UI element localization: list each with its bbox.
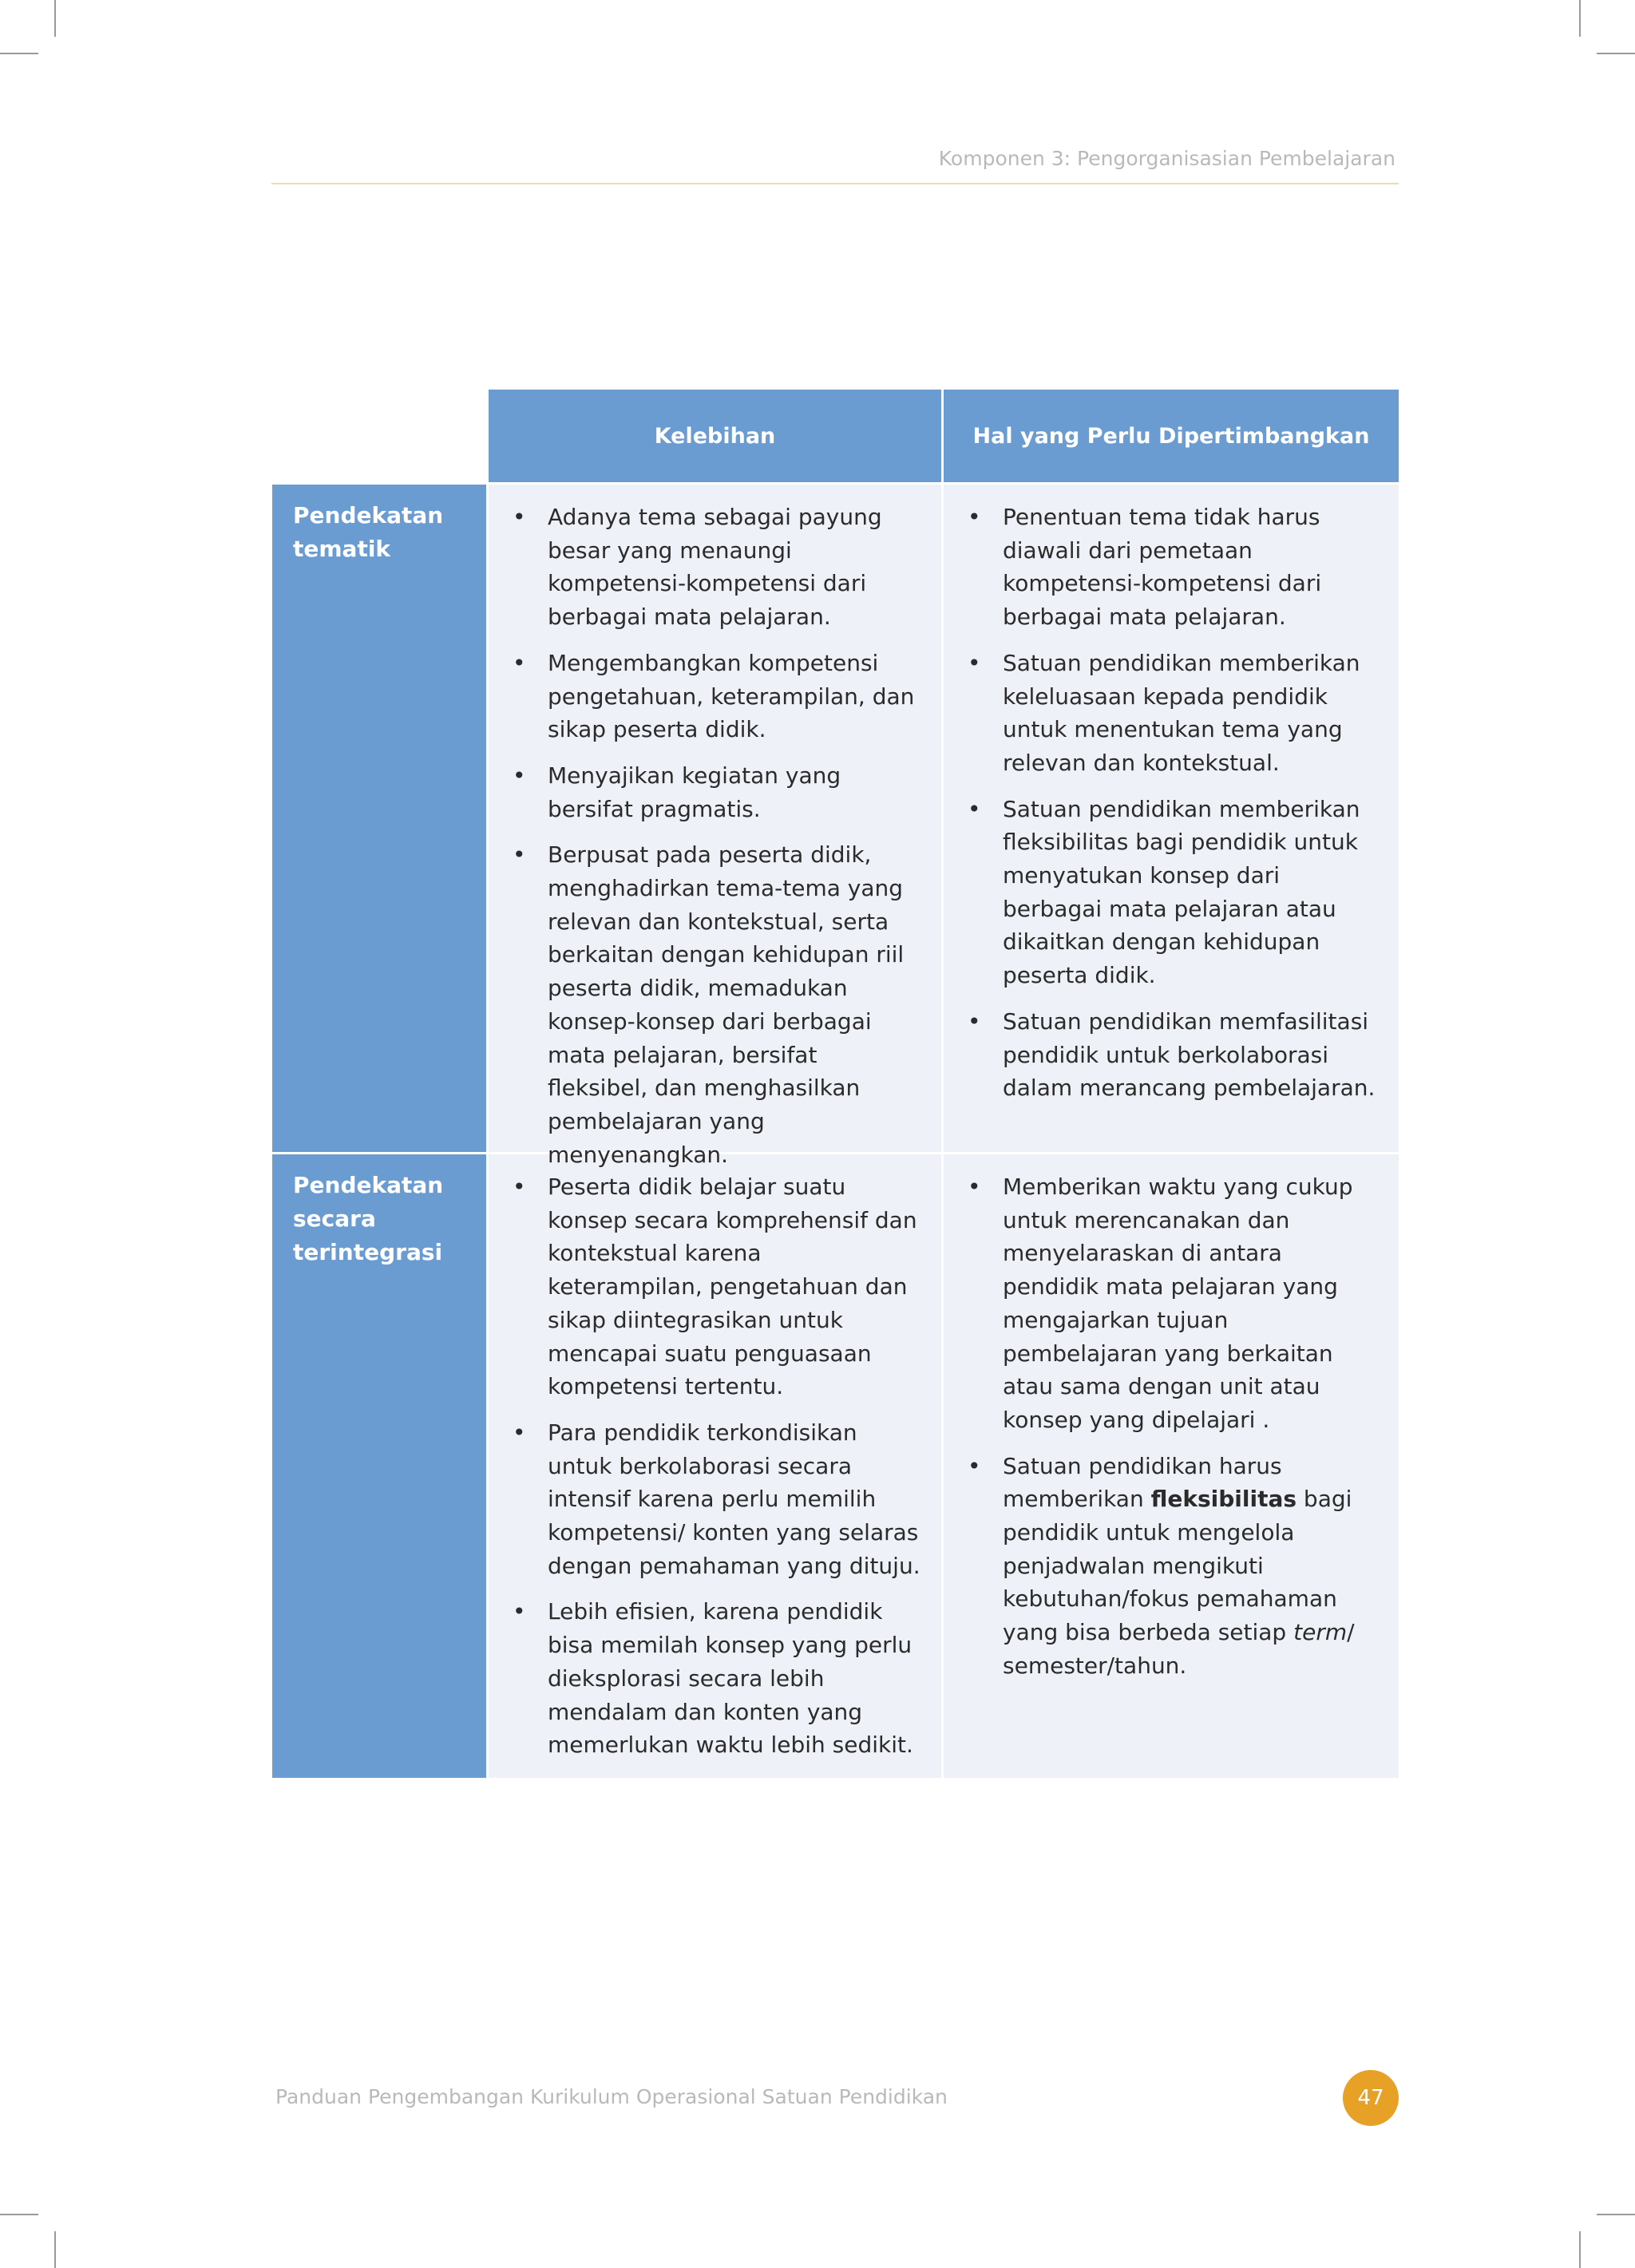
header-rule <box>271 183 1399 184</box>
row-label-line: Pendekatan <box>293 1172 444 1198</box>
row-label-line: terintegrasi <box>293 1239 443 1265</box>
crop-mark <box>0 2214 38 2215</box>
list-item: • Menyajikan kegiatan yang bersifat pragmatis. <box>513 759 922 825</box>
cell-tematik-kelebihan <box>489 485 941 1168</box>
list-item: • Satuan pendidikan memberikan fleksibilitas bagi pendidik untuk menyatukan konsep dari berbagai mata pelajaran atau dikaitkan dengan kehidupan peserta didik. <box>968 793 1380 992</box>
running-head: Komponen 3: Pengorganisasian Pembelajaran <box>938 147 1395 170</box>
list-item: • Berpusat pada peserta didik, menghadirkan tema-tema yang relevan dan kontekstual, serta berkaitan dengan kehidupan riil peserta didik, memadukan konsep-konsep dari berbagai mata pelajaran, bersifat fleksibel, dan menghasilkan pembelajaran yang menyenangkan. <box>513 838 922 1171</box>
emphasis-bold: fleksibilitas <box>1150 1486 1297 1513</box>
crop-mark <box>0 53 38 54</box>
list-item: • Adanya tema sebagai payung besar yang menaungi kompetensi-kompetensi dari berbagai mata pelajaran. <box>513 501 922 634</box>
row-label-tematik <box>272 485 486 1152</box>
list-item: • Penentuan tema tidak harus diawali dari pemetaan kompetensi-kompetensi dari berbagai mata pelajaran. <box>968 501 1380 634</box>
row-label-line: Pendekatan <box>293 502 444 528</box>
list-item: • Satuan pendidikan memberikan keleluasaan kepada pendidik untuk menentukan tema yang relevan dan kontekstual. <box>968 647 1380 780</box>
row-label-line: tematik <box>293 536 391 562</box>
list-item <box>968 1450 1380 1683</box>
crop-mark <box>1597 2214 1635 2215</box>
row-label-terintegrasi <box>272 1154 486 1778</box>
comparison-table <box>272 390 1398 1778</box>
crop-mark <box>54 2231 56 2268</box>
list-item: • Mengembangkan kompetensi pengetahuan, keterampilan, dan sikap peserta didik. <box>513 647 922 746</box>
footer-book-title: Panduan Pengembangan Kurikulum Operasional Satuan Pendidikan <box>275 2085 948 2108</box>
crop-mark <box>1597 53 1635 54</box>
text-run: / semester/tahun. <box>1003 1619 1355 1679</box>
crop-mark <box>1579 2231 1581 2268</box>
emphasis-italic: term <box>1293 1619 1348 1646</box>
crop-mark <box>54 0 56 37</box>
cell-terintegrasi-pertimbangan <box>944 1154 1399 1778</box>
crop-mark <box>1579 0 1581 37</box>
cell-terintegrasi-kelebihan <box>489 1154 941 1778</box>
page-number-badge: 47 <box>1343 2070 1399 2126</box>
list-item: • Lebih efisien, karena pendidik bisa memilah konsep yang perlu dieksplorasi secara lebih mendalam dan konten yang memerlukan waktu lebih sedikit. <box>513 1595 922 1762</box>
column-header-kelebihan: Kelebihan <box>489 390 941 482</box>
table-corner <box>272 390 486 482</box>
list-item: • Memberikan waktu yang cukup untuk merencanakan dan menyelaraskan di antara pendidik mata pelajaran yang mengajarkan tujuan pembelajaran yang berkaitan atau sama dengan unit atau konsep yang dipelajari . <box>968 1170 1380 1437</box>
column-header-pertimbangan: Hal yang Perlu Dipertimbangkan <box>944 390 1399 482</box>
row-label-line: secara <box>293 1205 376 1232</box>
text-run: Satuan pendidikan harus memberikan <box>1003 1452 1282 1513</box>
text-run: bagi pendidik untuk mengelola penjadwalan mengikuti kebutuhan/fokus pemahaman yang bisa berbeda setiap <box>1003 1486 1352 1646</box>
cell-tematik-pertimbangan <box>944 485 1399 1152</box>
list-item: • Para pendidik terkondisikan untuk berkolaborasi secara intensif karena perlu memilih kompetensi/ konten yang selaras dengan pemahaman yang dituju. <box>513 1416 922 1583</box>
list-item: • Satuan pendidikan memfasilitasi pendidik untuk berkolaborasi dalam merancang pembelajaran. <box>968 1005 1380 1105</box>
list-item: • Peserta didik belajar suatu konsep secara komprehensif dan kontekstual karena keterampilan, pengetahuan dan sikap diintegrasikan untuk mencapai suatu penguasaan kompetensi tertentu. <box>513 1170 922 1403</box>
